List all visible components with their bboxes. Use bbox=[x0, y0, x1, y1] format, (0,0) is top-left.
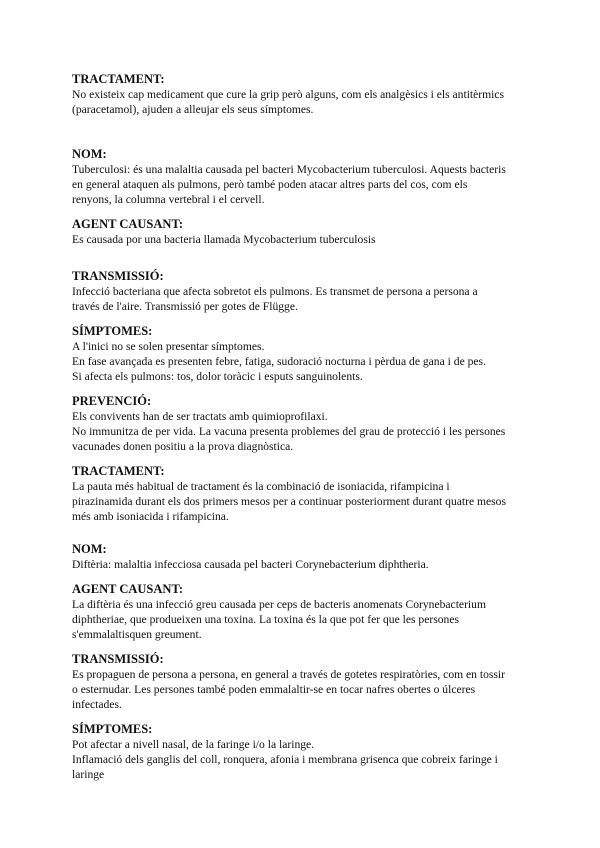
text-line: (paracetamol), ajuden a alleujar els seus símptomes. bbox=[72, 103, 314, 116]
section-heading: TRACTAMENT: bbox=[72, 72, 165, 86]
text-line: laringe bbox=[72, 768, 105, 781]
section-heading: AGENT CAUSANT: bbox=[72, 582, 184, 596]
section-heading: SÍMPTOMES: bbox=[72, 722, 153, 736]
text-line: més amb isoniacida i rifampicina. bbox=[72, 510, 229, 523]
text-line: Si afecta els pulmons: tos, dolor toràcic i esputs sanguinolents. bbox=[72, 370, 363, 383]
text-line: o esternudar. Les persones també poden emmalaltir-se en tocar nafres obertes o úlceres bbox=[72, 683, 476, 696]
section-heading: NOM: bbox=[72, 542, 107, 556]
section-heading: TRANSMISSIÓ: bbox=[72, 652, 164, 666]
text-line: Tuberculosi: és una malaltia causada pel bacteri Mycobacterium tuberculosi. Aquests bacteris bbox=[72, 163, 506, 176]
text-line: Infecció bacteriana que afecta sobretot els pulmons. Es transmet de persona a persona a bbox=[72, 285, 478, 298]
section-tractament-tuberculosi bbox=[72, 464, 534, 524]
text-line: En fase avançada es presenten febre, fatiga, sudoració nocturna i pèrdua de gana i de pes. bbox=[72, 355, 486, 368]
text-line: No immunitza de per vida. La vacuna presenta problemes del grau de protecció i les persones bbox=[72, 425, 506, 438]
text-line: diphtheriae, que produeixen una toxina. La toxina és la que pot fer que les persones bbox=[72, 613, 459, 626]
text-line: A l'inici no se solen presentar símptomes. bbox=[72, 340, 265, 353]
section-heading: AGENT CAUSANT: bbox=[72, 217, 184, 231]
section-agent-tuberculosi bbox=[72, 217, 534, 247]
section-tractament-grip bbox=[72, 72, 534, 117]
section-simptomes-difteria bbox=[72, 722, 534, 782]
document-page bbox=[72, 72, 534, 782]
section-agent-difteria bbox=[72, 582, 534, 642]
text-line: Pot afectar a nivell nasal, de la faringe i/o la laringe. bbox=[72, 738, 315, 751]
text-line: vacunades donen positiu a la prova diagnòstica. bbox=[72, 440, 294, 453]
section-nom-difteria bbox=[72, 542, 534, 572]
section-simptomes-tuberculosi bbox=[72, 324, 534, 384]
text-line: infectades. bbox=[72, 698, 122, 711]
section-transmissio-difteria bbox=[72, 652, 534, 712]
text-line: s'emmalaltisquen greument. bbox=[72, 628, 202, 641]
section-prevencio-tuberculosi bbox=[72, 394, 534, 454]
text-line: en general ataquen als pulmons, però també poden atacar altres parts del cos, com els bbox=[72, 178, 468, 191]
text-line: Inflamació dels ganglis del coll, ronquera, afonia i membrana grisenca que cobreix faringe i bbox=[72, 753, 498, 766]
text-line: La diftèria és una infecció greu causada per ceps de bacteris anomenats Corynebacterium bbox=[72, 598, 486, 611]
text-line: pirazinamida durant els dos primers mesos per a continuar posteriorment durant quatre mesos bbox=[72, 495, 506, 508]
section-heading: PREVENCIÓ: bbox=[72, 394, 152, 408]
text-line: Es propaguen de persona a persona, en general a través de gotetes respiratòries, com en tossir bbox=[72, 668, 505, 681]
section-nom-tuberculosi bbox=[72, 147, 534, 207]
section-heading: SÍMPTOMES: bbox=[72, 324, 153, 338]
text-line: Diftèria: malaltia infecciosa causada pel bacteri Corynebacterium diphtheria. bbox=[72, 558, 429, 571]
text-line: renyons, la columna vertebral i el cervell. bbox=[72, 193, 265, 206]
section-transmissio-tuberculosi bbox=[72, 269, 534, 314]
section-heading: TRANSMISSIÓ: bbox=[72, 269, 164, 283]
section-heading: NOM: bbox=[72, 147, 107, 161]
text-line: través de l'aire. Transmissió per gotes de Flügge. bbox=[72, 300, 298, 313]
text-line: La pauta més habitual de tractament és la combinació de isoniacida, rifampicina i bbox=[72, 480, 450, 493]
section-heading: TRACTAMENT: bbox=[72, 464, 165, 478]
text-line: Es causada por una bacteria llamada Mycobacterium tuberculosis bbox=[72, 233, 376, 246]
text-line: Els convivents han de ser tractats amb quimioprofilaxi. bbox=[72, 410, 328, 423]
text-line: No existeix cap medicament que cure la grip però alguns, com els analgèsics i els antitèrmics bbox=[72, 88, 505, 101]
